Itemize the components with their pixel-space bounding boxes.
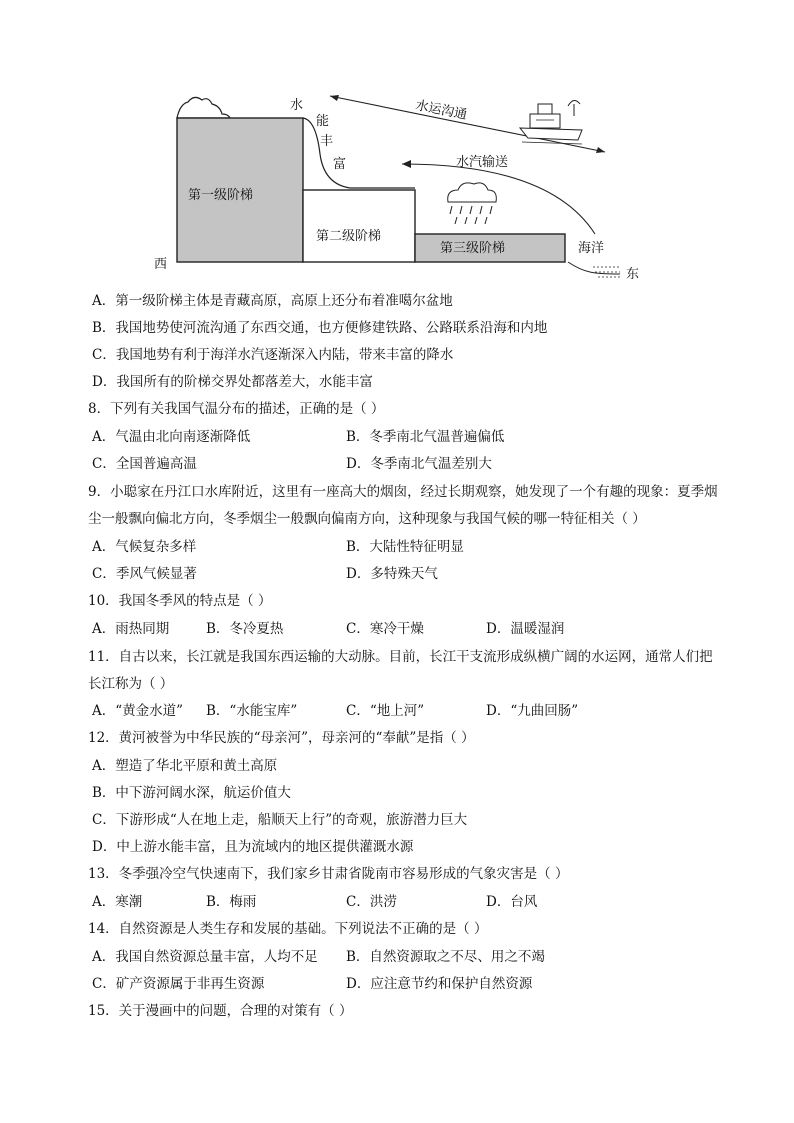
rain-cloud-icon [448, 183, 497, 224]
q9-stem-line1: 9．小聪家在丹江口水库附近，这里有一座高大的烟囱，经过长期观察，她发现了一个有趣的现象：夏季烟 [88, 484, 718, 500]
q10-stem: 10．我国冬季风的特点是（ ） [88, 593, 272, 609]
q11-stem-line2: 长江称为（ ） [88, 676, 174, 692]
q7-option-a: A．第一级阶梯主体是青藏高原，高原上还分布着准噶尔盆地 [92, 293, 453, 309]
label-east: 东 [626, 267, 640, 282]
q9-option-b: B．大陆性特征明显 [346, 539, 464, 555]
q12-option-d: D．中上游水能丰富，且为流域内的地区提供灌溉水源 [92, 839, 414, 855]
q13-option-a: A．寒潮 [92, 894, 143, 910]
label-step2: 第二级阶梯 [316, 229, 382, 244]
q8-option-a: A．气温由北向南逐渐降低 [92, 429, 251, 445]
label-west: 西 [154, 257, 168, 272]
q8-option-b: B．冬季南北气温普遍偏低 [346, 429, 505, 445]
label-hydro-3: 丰 [320, 134, 334, 149]
q9-option-c: C．季风气候显著 [92, 566, 197, 582]
q15-stem: 15．关于漫画中的问题，合理的对策有（ ） [88, 1003, 353, 1019]
q13-option-b: B．梅雨 [206, 894, 257, 910]
step2-block [303, 190, 415, 262]
q8-option-d: D．冬季南北气温差别大 [346, 456, 492, 472]
label-hydro-2: 能 [316, 114, 330, 129]
q13-stem: 13．冬季强冷空气快速南下，我们家乡甘肃省陇南市容易形成的气象灾害是（ ） [88, 866, 569, 882]
q9-option-a: A．气候复杂多样 [92, 539, 197, 555]
q11-option-d: D．“九曲回肠” [486, 703, 579, 719]
q10-option-a: A．雨热同期 [92, 621, 170, 637]
q13-option-c: C．洪涝 [346, 894, 397, 910]
q13-option-d: D．台风 [486, 894, 538, 910]
q10-option-c: C．寒冷干燥 [346, 621, 424, 637]
label-hydro-1: 水 [290, 98, 304, 113]
label-hydro-4: 富 [333, 157, 347, 172]
q8-stem: 8．下列有关我国气温分布的描述，正确的是（ ） [88, 401, 385, 417]
q12-option-b: B．中下游河阔水深，航运价值大 [92, 785, 291, 801]
q11-option-c: C．“地上河” [346, 703, 425, 719]
q12-option-c: C．下游形成“人在地上走，船顺天上行”的奇观，旅游潜力巨大 [92, 812, 468, 828]
q9-option-d: D．多特殊天气 [346, 566, 438, 582]
q14-stem: 14．自然资源是人类生存和发展的基础。下列说法不正确的是（ ） [88, 921, 488, 937]
label-water-transport: 水运沟通 [414, 98, 469, 123]
terrain-steps-diagram [150, 84, 650, 284]
q7-option-d: D．我国所有的阶梯交界处都落差大，水能丰富 [92, 374, 373, 390]
label-step3: 第三级阶梯 [440, 241, 506, 256]
q11-option-b: B．“水能宝库” [206, 703, 298, 719]
label-ocean: 海洋 [578, 241, 605, 256]
terrain-steps-svg [150, 84, 650, 284]
q14-option-b: B．自然资源取之不尽、用之不竭 [346, 949, 545, 965]
label-vapor-transport: 水汽输送 [456, 155, 509, 170]
q10-option-b: B．冬冷夏热 [206, 621, 284, 637]
q14-option-d: D．应注意节约和保护自然资源 [346, 976, 533, 992]
q11-option-a: A．“黄金水道” [92, 703, 184, 719]
vapor-transport-arrow [402, 164, 595, 234]
q14-option-c: C．矿产资源属于非再生资源 [92, 976, 265, 992]
q12-option-a: A．塑造了华北平原和黄土高原 [92, 758, 278, 774]
q7-option-b: B．我国地势使河流沟通了东西交通，也方便修建铁路、公路联系沿海和内地 [92, 320, 548, 336]
q8-option-c: C．全国普遍高温 [92, 456, 197, 472]
q12-stem: 12．黄河被誉为中华民族的“母亲河”，母亲河的“奉献”是指（ ） [88, 730, 475, 746]
q10-option-d: D．温暖湿润 [486, 621, 565, 637]
q14-option-a: A．我国自然资源总量丰富，人均不足 [92, 949, 318, 965]
label-step1: 第一级阶梯 [188, 188, 254, 203]
q11-stem-line1: 11．自古以来，长江就是我国东西运输的大动脉。目前，长江干支流形成纵横广阔的水运网，通常人们把 [88, 649, 713, 665]
q9-stem-line2: 尘一般飘向偏北方向，冬季烟尘一般飘向偏南方向，这种现象与我国气候的哪一特征相关（ ） [88, 511, 646, 527]
q7-option-c: C．我国地势有利于海洋水汽逐渐深入内陆，带来丰富的降水 [92, 347, 454, 363]
snow-mountain-icon [177, 97, 230, 118]
ship-icon [520, 100, 582, 144]
